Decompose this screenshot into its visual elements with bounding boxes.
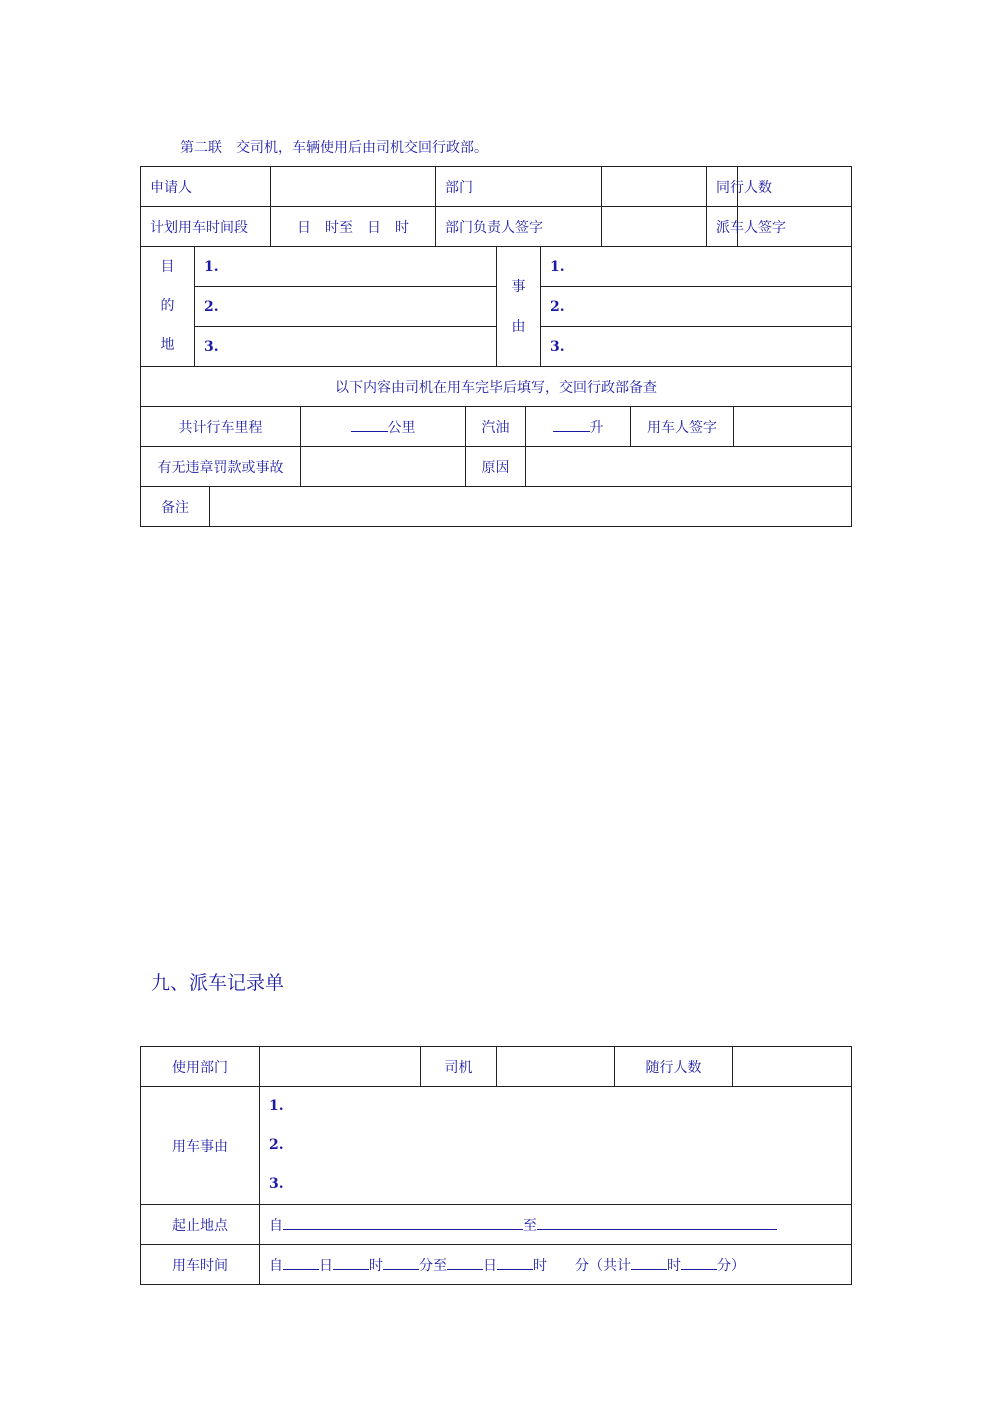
- driver-note: 以下内容由司机在用车完毕后填写，交回行政部备查: [141, 367, 852, 407]
- time-part: 时: [369, 1258, 383, 1274]
- time-part: 分至: [419, 1258, 447, 1274]
- driver-label: 司机: [421, 1047, 497, 1087]
- section-heading: 九、派车记录单: [151, 972, 285, 994]
- time-label: 用车时间: [141, 1245, 260, 1285]
- time-part: 时: [667, 1258, 681, 1274]
- time-part: 自: [269, 1258, 283, 1274]
- gas-unit: 升: [589, 420, 604, 436]
- route-to-text: 至: [523, 1218, 537, 1234]
- planned-time-label: 计划用车时间段: [141, 207, 271, 247]
- route-from-text: 自: [269, 1218, 283, 1234]
- cause-field[interactable]: [526, 447, 852, 487]
- dispatch-record-form: [140, 1046, 852, 1285]
- gas-field[interactable]: [526, 407, 631, 447]
- time-part: 日: [319, 1258, 333, 1274]
- companions-field-2[interactable]: [733, 1047, 852, 1087]
- destination-label: 目 的 地: [141, 247, 195, 367]
- user-sign-label: 用车人签字: [631, 407, 734, 447]
- dept-head-sign-label: 部门负责人签字: [436, 207, 602, 247]
- route-label: 起止地点: [141, 1205, 260, 1245]
- destination-line-1[interactable]: 1.: [195, 247, 497, 287]
- violation-field[interactable]: [301, 447, 466, 487]
- time-field[interactable]: [260, 1245, 852, 1285]
- purpose-line-2: 2.: [269, 1137, 284, 1153]
- mileage-unit: 公里: [387, 420, 416, 436]
- time-part: 时 分（共计: [533, 1258, 631, 1274]
- dispatcher-sign-label: 派车人签字: [707, 207, 738, 247]
- remarks-field[interactable]: [210, 487, 852, 527]
- reason-line-1[interactable]: 1.: [541, 247, 852, 287]
- driver-section: [140, 366, 852, 487]
- reason-label: 事 由: [497, 247, 541, 367]
- purpose-line-1: 1.: [269, 1098, 284, 1114]
- applicant-field[interactable]: [271, 167, 436, 207]
- purpose-field[interactable]: [260, 1087, 852, 1205]
- time-part: 分）: [717, 1258, 745, 1274]
- vehicle-use-form: [140, 166, 852, 247]
- mileage-label: 共计行车里程: [141, 407, 301, 447]
- route-field[interactable]: [260, 1205, 852, 1245]
- applicant-label: 申请人: [141, 167, 271, 207]
- remarks-label: 备注: [141, 487, 210, 527]
- mileage-field[interactable]: [301, 407, 466, 447]
- companions-label: 同行人数: [707, 167, 738, 207]
- user-sign-field[interactable]: [734, 407, 852, 447]
- use-dept-label: 使用部门: [141, 1047, 260, 1087]
- form-caption: 第二联 交司机，车辆使用后由司机交回行政部。: [180, 140, 488, 156]
- violation-label: 有无违章罚款或事故: [141, 447, 301, 487]
- destination-line-3[interactable]: 3.: [195, 327, 497, 367]
- planned-time-field[interactable]: 日 时至 日 时: [271, 207, 436, 247]
- gas-label: 汽油: [466, 407, 526, 447]
- purpose-line-3: 3.: [269, 1176, 284, 1192]
- cause-label: 原因: [466, 447, 526, 487]
- reason-line-2[interactable]: 2.: [541, 287, 852, 327]
- department-field[interactable]: [602, 167, 707, 207]
- department-label: 部门: [436, 167, 602, 207]
- time-part: 日: [483, 1258, 497, 1274]
- destination-reason-block: [140, 246, 852, 367]
- destination-line-2[interactable]: 2.: [195, 287, 497, 327]
- use-dept-field[interactable]: [260, 1047, 421, 1087]
- companions-label-2: 随行人数: [615, 1047, 733, 1087]
- remarks-row: [140, 486, 852, 527]
- purpose-label: 用车事由: [141, 1087, 260, 1205]
- reason-line-3[interactable]: 3.: [541, 327, 852, 367]
- driver-field[interactable]: [497, 1047, 615, 1087]
- dept-head-sign-field[interactable]: [602, 207, 707, 247]
